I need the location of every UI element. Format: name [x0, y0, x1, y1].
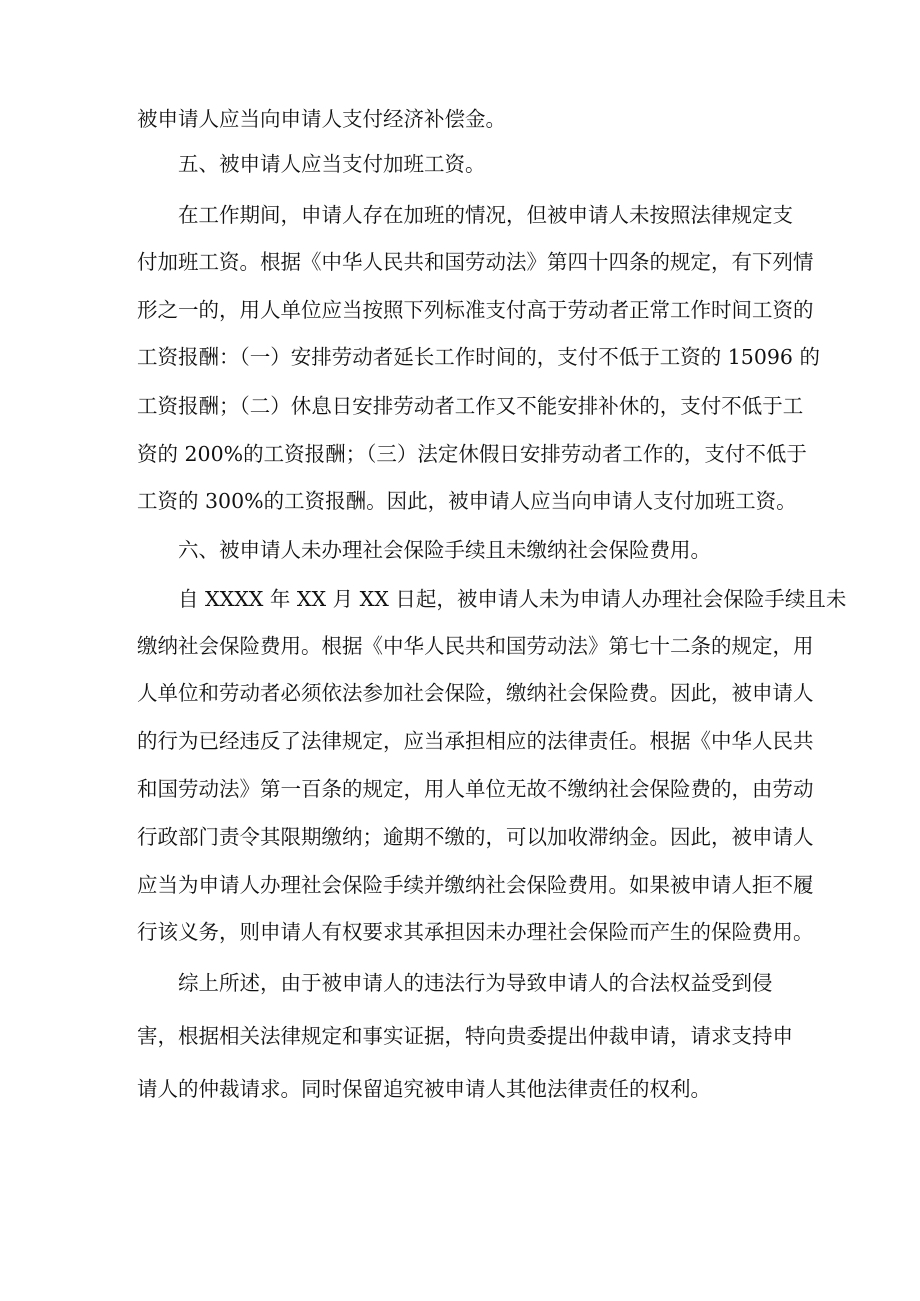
text-line: 缴纳社会保险费用。根据《中华人民共和国劳动法》第七十二条的规定，用 [137, 634, 814, 658]
text-line: 行政部门责令其限期缴纳；逾期不缴的，可以加收滞纳金。因此，被申请人 [137, 825, 814, 849]
text-line: 资的 200%的工资报酬；（三）法定休假日安排劳动者工作的，支付不低于 [137, 442, 807, 466]
paragraph-first-line: 自 XXXX 年 XX 月 XX 日起，被申请人未为申请人办理社会保险手续且未 [178, 587, 847, 611]
section-heading: 六、被申请人未办理社会保险手续且未缴纳社会保险费用。 [178, 538, 711, 562]
text-line: 和国劳动法》第一百条的规定，用人单位无故不缴纳社会保险费的，由劳动 [137, 777, 814, 801]
text-line: 形之一的，用人单位应当按照下列标准支付高于劳动者正常工作时间工资的 [137, 298, 814, 322]
text-line: 害，根据相关法律规定和事实证据，特向贵委提出仲裁申请，请求支持申 [137, 1024, 793, 1048]
text-line: 工资的 300%的工资报酬。因此，被申请人应当向申请人支付加班工资。 [137, 489, 797, 513]
text-line: 的行为已经违反了法律规定，应当承担相应的法律责任。根据《中华人民共 [137, 729, 814, 753]
section-heading: 五、被申请人应当支付加班工资。 [178, 152, 486, 176]
text-line: 人单位和劳动者必须依法参加社会保险，缴纳社会保险费。因此，被申请人 [137, 681, 814, 705]
text-line: 工资报酬：（一）安排劳动者延长工作时间的，支付不低于工资的 15096 的 [137, 345, 820, 369]
paragraph-first-line: 综上所述，由于被申请人的违法行为导致申请人的合法权益受到侵 [178, 971, 773, 995]
text-line: 行该义务，则申请人有权要求其承担因未办理社会保险而产生的保险费用。 [137, 920, 814, 944]
text-line: 付加班工资。根据《中华人民共和国劳动法》第四十四条的规定，有下列情 [137, 250, 814, 274]
text-line: 被申请人应当向申请人支付经济补偿金。 [137, 107, 506, 131]
text-line: 工资报酬；（二）休息日安排劳动者工作又不能安排补休的，支付不低于工 [137, 394, 804, 418]
paragraph-first-line: 在工作期间，申请人存在加班的情况，但被申请人未按照法律规定支 [178, 203, 793, 227]
text-line: 应当为申请人办理社会保险手续并缴纳社会保险费用。如果被申请人拒不履 [137, 873, 814, 897]
text-line: 请人的仲裁请求。同时保留追究被申请人其他法律责任的权利。 [137, 1077, 711, 1101]
